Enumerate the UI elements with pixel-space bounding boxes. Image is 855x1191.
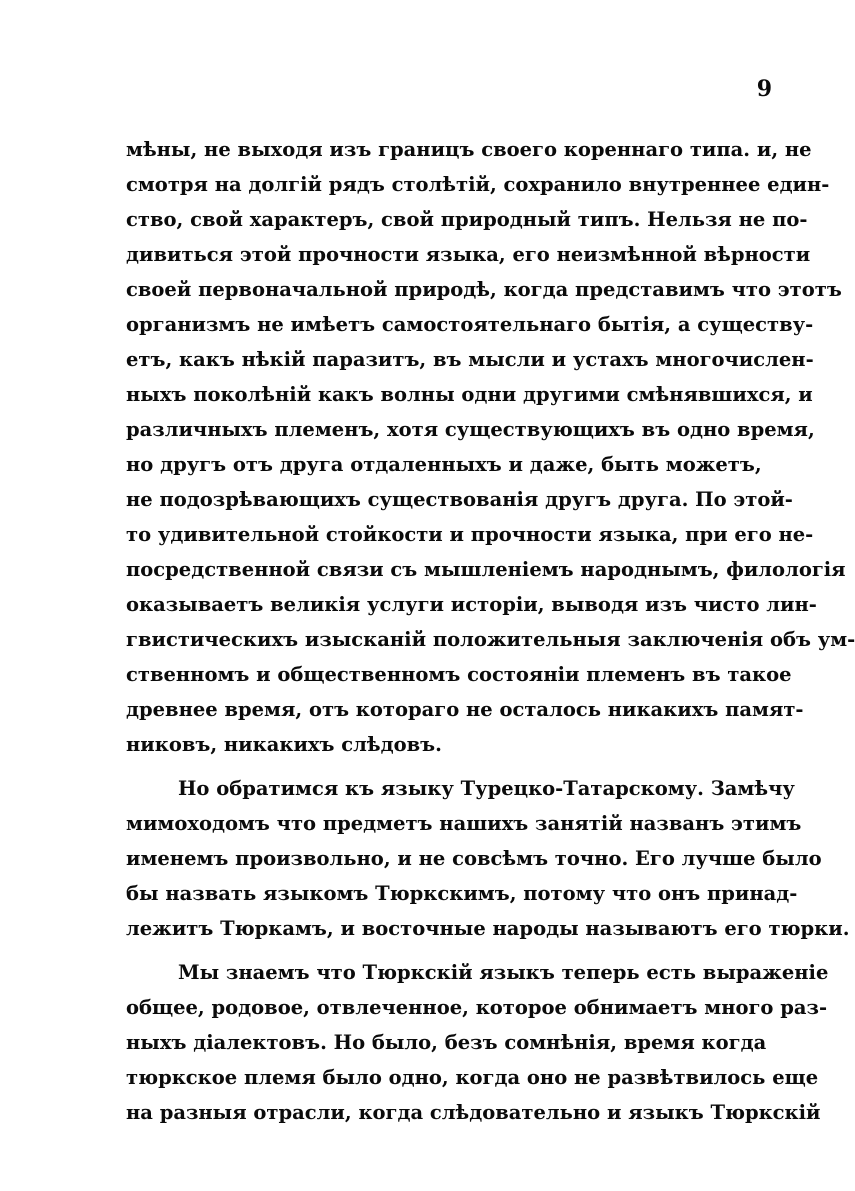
text-line: оказываетъ великія услуги исторіи, выводя изъ чисто лин- (126, 593, 817, 616)
text-line: Но обратимся къ языку Турецко-Татарскому. Замѣчу (178, 777, 795, 800)
text-line: етъ, какъ нѣкій паразитъ, въ мысли и устахъ многочислен- (126, 348, 814, 371)
text-line: то удивительной стойкости и прочности языка, при его не- (126, 523, 814, 546)
text-line: никовъ, никакихъ слѣдовъ. (126, 733, 442, 756)
text-line: мѣны, не выходя изъ границъ своего кореннаго типа. и, не (126, 138, 812, 161)
text-line: организмъ не имѣетъ самостоятельнаго бытія, а существу- (126, 313, 814, 336)
paragraph-1 (126, 132, 855, 762)
paragraph-2 (126, 771, 850, 946)
text-line: ственномъ и общественномъ состояніи племенъ въ такое (126, 663, 792, 686)
text-line: не подозрѣвающихъ существованія другъ друга. По этой- (126, 488, 793, 511)
text-line: смотря на долгій рядъ столѣтій, сохранило внутреннее един- (126, 173, 830, 196)
paragraph-gap (126, 762, 760, 771)
page-number: 9 (756, 76, 772, 102)
text-line: бы назвать языкомъ Тюркскимъ, потому что онъ принад- (126, 882, 798, 905)
text-line: тюркское племя было одно, когда оно не развѣтвилось еще (126, 1066, 819, 1089)
text-line: ныхъ діалектовъ. Но было, безъ сомнѣнія, время когда (126, 1031, 767, 1054)
text-line: своей первоначальной природѣ, когда представимъ что этотъ (126, 278, 842, 301)
text-line: посредственной связи съ мышленіемъ народнымъ, филологія (126, 558, 846, 581)
text-line: но другъ отъ друга отдаленныхъ и даже, быть можетъ, (126, 453, 762, 476)
body-text (126, 132, 855, 1130)
paragraph-3 (126, 955, 829, 1130)
text-line: Мы знаемъ что Тюркскій языкъ теперь есть выраженіе (178, 961, 829, 984)
text-line: именемъ произвольно, и не совсѣмъ точно. Его лучше было (126, 847, 822, 870)
text-line: гвистическихъ изысканій положительныя заключенія объ ум- (126, 628, 855, 651)
text-line: ство, свой характеръ, свой природный типъ. Нельзя не по- (126, 208, 808, 231)
text-line: дивиться этой прочности языка, его неизмѣнной вѣрности (126, 243, 811, 266)
text-line: общее, родовое, отвлеченное, которое обнимаетъ много раз- (126, 996, 828, 1019)
text-line: лежитъ Тюркамъ, и восточные народы называютъ его тюрки. (126, 917, 850, 940)
text-line: ныхъ поколѣній какъ волны одни другими смѣнявшихся, и (126, 383, 813, 406)
text-line: различныхъ племенъ, хотя существующихъ въ одно время, (126, 418, 815, 441)
paragraph-gap (126, 946, 760, 955)
text-line: мимоходомъ что предметъ нашихъ занятій названъ этимъ (126, 812, 802, 835)
text-line: на разныя отрасли, когда слѣдовательно и языкъ Тюркскій (126, 1101, 821, 1124)
text-line: древнее время, отъ котораго не осталось никакихъ памят- (126, 698, 804, 721)
